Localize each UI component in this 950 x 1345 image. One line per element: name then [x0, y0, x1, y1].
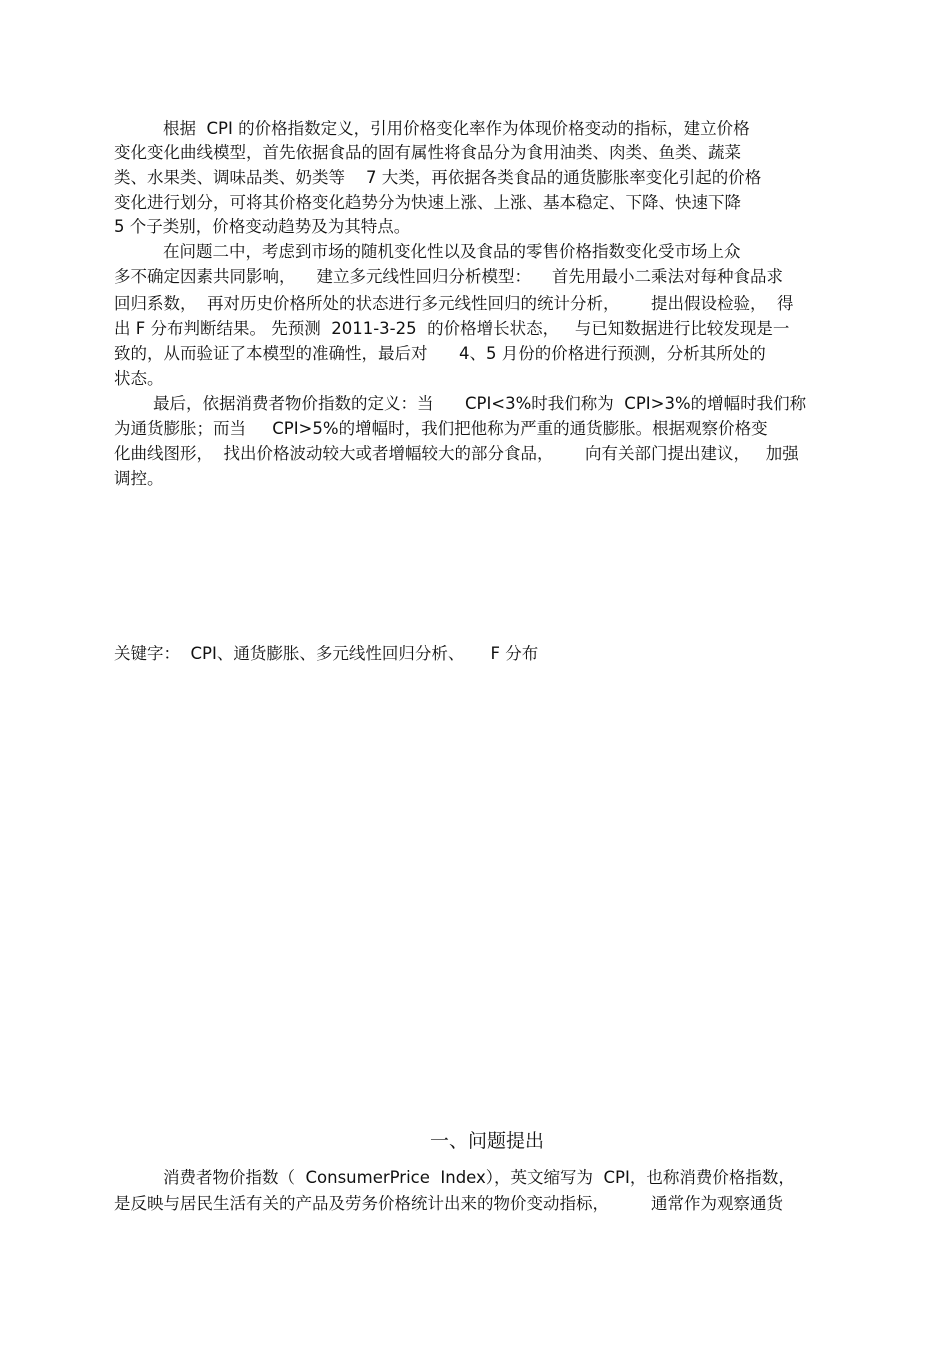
- text-line: 出 F 分布判断结果。 先预测 2011-3-25 的价格增长状态， 与已知数据进行比较发现是一: [114, 319, 790, 338]
- section-heading: 一、问题提出: [430, 1130, 545, 1152]
- text-line: 在问题二中，考虑到市场的随机变化性以及食品的零售价格指数变化受市场上众: [163, 242, 741, 261]
- text-line: 多不确定因素共同影响， 建立多元线性回归分析模型： 首先用最小二乘法对每种食品求: [114, 267, 783, 286]
- text-line: 5 个子类别，价格变动趋势及为其特点。: [114, 217, 411, 236]
- text-line: 回归系数， 再对历史价格所处的状态进行多元线性回归的统计分析， 提出假设检验， 得: [114, 294, 794, 313]
- text-line: 状态。: [114, 369, 164, 388]
- text-line: 为通货膨胀；而当 CPI>5%的增幅时，我们把他称为严重的通货膨胀。根据观察价格变: [114, 419, 768, 438]
- text-line: 消费者物价指数（ ConsumerPrice Index），英文缩写为 CPI，也称消费价格指数，: [163, 1168, 795, 1187]
- text-line: 调控。: [114, 469, 164, 488]
- text-line: 致的，从而验证了本模型的准确性，最后对 4、5 月份的价格进行预测，分析其所处的: [114, 344, 766, 363]
- text-line: 是反映与居民生活有关的产品及劳务价格统计出来的物价变动指标， 通常作为观察通货: [114, 1194, 783, 1213]
- text-line: 根据 CPI 的价格指数定义，引用价格变化率作为体现价格变动的指标，建立价格: [163, 119, 750, 138]
- text-line: 变化进行划分，可将其价格变化趋势分为快速上涨、上涨、基本稳定、下降、快速下降: [114, 193, 741, 212]
- text-line: 化曲线图形， 找出价格波动较大或者增幅较大的部分食品， 向有关部门提出建议， 加强: [114, 444, 799, 463]
- text-line: 最后，依据消费者物价指数的定义：当 CPI<3%时我们称为 CPI>3%的增幅时我们称: [153, 394, 807, 413]
- keywords-line: 关键字： CPI、通货膨胀、多元线性回归分析、 F 分布: [114, 644, 539, 663]
- text-line: 类、水果类、调味品类、奶类等 7 大类，再依据各类食品的通货膨胀率变化引起的价格: [114, 168, 762, 187]
- text-line: 变化变化曲线模型，首先依据食品的固有属性将食品分为食用油类、肉类、鱼类、蔬菜: [114, 143, 741, 162]
